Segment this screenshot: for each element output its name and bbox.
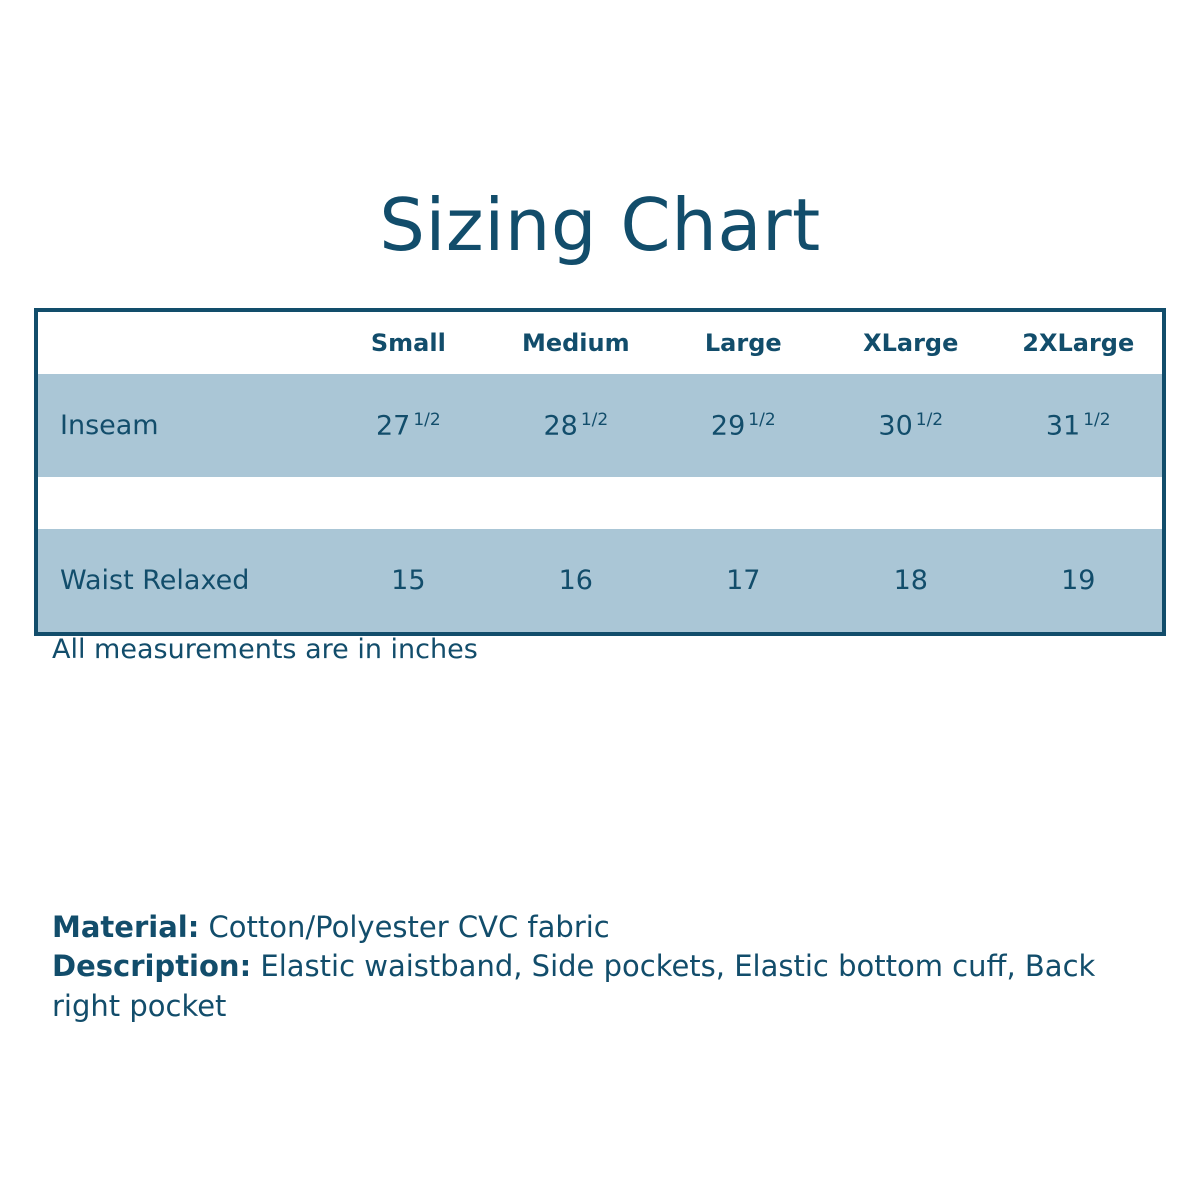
- description-value: Elastic waistband, Side pockets, Elastic bottom cuff, Back right pocket: [52, 949, 1096, 1023]
- row-label-waist-relaxed: Waist Relaxed: [60, 565, 250, 596]
- cell-fraction: 1/2: [413, 409, 441, 430]
- cell-value: 17: [726, 565, 761, 596]
- table-body: [38, 374, 1162, 632]
- cell-value: 31: [1045, 410, 1081, 442]
- column-header-medium: Medium: [521, 329, 630, 357]
- cell-waist-small: [325, 529, 492, 632]
- cell-inseam-xlarge: [827, 374, 994, 477]
- spacer-cell: [38, 477, 325, 529]
- table-header: [38, 312, 1162, 374]
- cell-inseam-large: [660, 374, 827, 477]
- material-value: Cotton/Polyester CVC fabric: [208, 910, 610, 944]
- cell-value: 19: [1061, 565, 1096, 596]
- cell-fraction: 1/2: [748, 409, 776, 430]
- description-line: [52, 947, 1152, 1026]
- measurements-note: All measurements are in inches: [52, 634, 478, 665]
- spacer-cell: [827, 477, 994, 529]
- cell-value: 27: [375, 410, 411, 442]
- cell-inseam-small: [325, 374, 492, 477]
- column-header-xlarge: XLarge: [863, 329, 959, 357]
- sizing-table: [38, 312, 1162, 632]
- cell-value: 29: [710, 410, 746, 442]
- row-label-inseam: Inseam: [60, 410, 159, 441]
- page-title: Sizing Chart: [379, 183, 821, 267]
- column-header-2xlarge: 2XLarge: [1022, 329, 1135, 357]
- table-row: [38, 374, 1162, 477]
- spacer-cell: [660, 477, 827, 529]
- spacer-cell: [994, 477, 1162, 529]
- column-header-large: Large: [704, 329, 782, 357]
- spacer-cell: [325, 477, 492, 529]
- cell-waist-medium: [492, 529, 659, 632]
- cell-value: 15: [391, 565, 426, 596]
- cell-inseam-2xlarge: [994, 374, 1162, 477]
- table-spacer-row: [38, 477, 1162, 529]
- table-header-row: [38, 312, 1162, 374]
- cell-waist-large: [660, 529, 827, 632]
- product-details: [52, 908, 1152, 1026]
- column-header-measurement: [38, 312, 325, 374]
- spacer-cell: [492, 477, 659, 529]
- material-line: [52, 908, 1152, 947]
- cell-waist-xlarge: [827, 529, 994, 632]
- cell-value: 30: [878, 410, 913, 442]
- cell-inseam-medium: [492, 374, 659, 477]
- cell-fraction: 1/2: [580, 409, 609, 430]
- cell-fraction: 1/2: [1083, 409, 1111, 430]
- column-header-small: Small: [370, 329, 446, 357]
- cell-fraction: 1/2: [915, 409, 944, 430]
- cell-value: 18: [893, 565, 928, 596]
- cell-value: 28: [543, 410, 578, 442]
- material-label: Material:: [52, 910, 200, 944]
- cell-waist-2xlarge: [994, 529, 1162, 632]
- cell-value: 16: [558, 565, 593, 596]
- table-row: [38, 529, 1162, 632]
- description-label: Description:: [52, 949, 252, 984]
- sizing-table-container: [34, 308, 1166, 636]
